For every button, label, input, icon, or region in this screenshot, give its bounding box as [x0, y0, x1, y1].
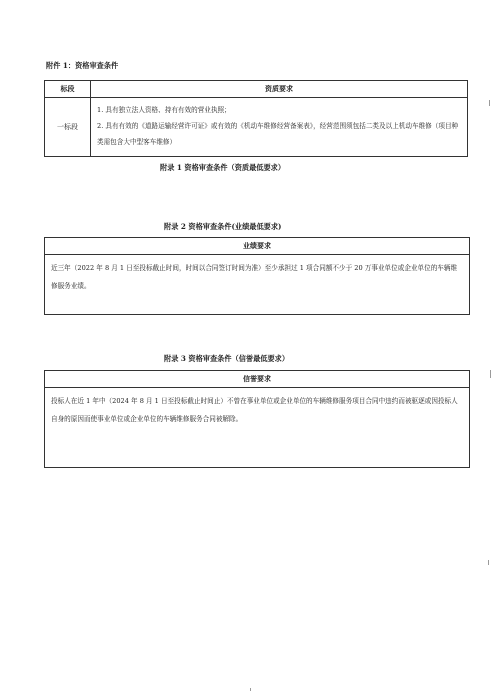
credit-text: 投标人在近 1 年中（2024 年 8 月 1 日至投标截止时间止）不曾在事业单位或企业单位的车辆维修服务项目合同中违约而被驱逐或因投标人自身的原因而使事业单位或企业单位的车辆维修服务合同被解除。 — [51, 397, 458, 423]
caption-appendix-2: 附录 2 资格审查条件(业绩最低要求) — [164, 222, 282, 231]
performance-text: 近三年（2022 年 8 月 1 日至投标截止时间，时间以合同签订时间为准）至少承担过 1 项合同额不少于 20 万事业单位或企业单位的车辆维修服务业绩。 — [51, 264, 458, 290]
scan-mark — [250, 688, 251, 691]
section-cell: 一标段 — [45, 98, 91, 157]
qualification-table — [44, 80, 468, 157]
scan-mark — [488, 560, 489, 565]
qualification-line-1: 1. 具有独立法人资格、持有有效的营业执照； — [97, 106, 231, 114]
credit-header: 信誉要求 — [45, 371, 469, 388]
scan-mark — [490, 370, 491, 378]
header-section: 标段 — [45, 81, 91, 98]
qualification-line-2: 2. 具有有效的《道路运输经营许可证》或有效的《机动车维修经营备案表》，经营范围须包括二类及以上机动车维修（项目种类需包含大中型客车维修） — [97, 122, 459, 146]
table-row — [45, 98, 468, 157]
performance-header: 业绩要求 — [45, 238, 469, 255]
header-qualification: 资质要求 — [91, 81, 468, 98]
caption-appendix-3: 附录 3 资格审查条件（信誉最低要求） — [164, 354, 290, 363]
scan-mark — [489, 100, 490, 106]
performance-requirement-box — [44, 237, 470, 315]
caption-appendix-1: 附录 1 资格审查条件（资质最低要求） — [160, 163, 286, 172]
attachment-title: 附件 1：资格审查条件 — [46, 61, 119, 70]
qualification-cell — [91, 98, 468, 157]
credit-requirement-box — [44, 370, 470, 468]
table-header-row — [45, 81, 468, 98]
